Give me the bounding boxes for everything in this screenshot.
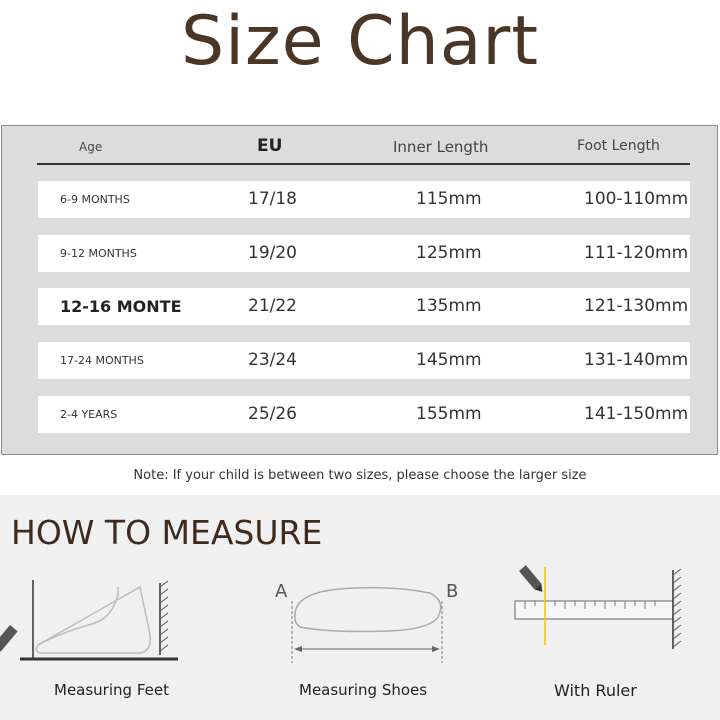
size-table — [1, 125, 718, 455]
measure-title: HOW TO MEASURE — [11, 513, 323, 552]
cell-eu: 19/20 — [248, 243, 297, 263]
page-title: Size Chart — [180, 2, 540, 81]
header-foot-length: Foot Length — [577, 138, 660, 154]
table-row — [38, 396, 690, 433]
table-row — [38, 288, 690, 325]
measuring-shoes-illustration — [270, 575, 470, 670]
cell-eu: 25/26 — [248, 404, 297, 424]
cell-inner-length: 155mm — [416, 404, 482, 424]
cell-age: 17-24 MONTHS — [60, 354, 144, 367]
header-inner-length: Inner Length — [393, 138, 489, 156]
table-row — [38, 342, 690, 379]
cell-foot-length: 121-130mm — [584, 296, 689, 316]
cell-age: 12-16 MONTE — [60, 297, 182, 316]
header-age: Age — [79, 140, 103, 154]
table-row — [38, 181, 690, 218]
cell-inner-length: 125mm — [416, 243, 482, 263]
label-a: A — [275, 581, 288, 602]
cell-eu: 17/18 — [248, 189, 297, 209]
caption-measuring-feet: Measuring Feet — [54, 681, 169, 699]
header-divider — [37, 163, 690, 165]
how-to-measure-section — [0, 495, 720, 720]
cell-inner-length: 135mm — [416, 296, 482, 316]
cell-inner-length: 145mm — [416, 350, 482, 370]
cell-eu: 21/22 — [248, 296, 297, 316]
cell-foot-length: 111-120mm — [584, 243, 689, 263]
table-row — [38, 235, 690, 272]
cell-foot-length: 100-110mm — [584, 189, 689, 209]
measuring-feet-illustration — [0, 575, 190, 665]
cell-age: 2-4 YEARS — [60, 408, 118, 421]
caption-with-ruler: With Ruler — [554, 681, 637, 700]
cell-foot-length: 131-140mm — [584, 350, 689, 370]
cell-foot-length: 141-150mm — [584, 404, 689, 424]
caption-measuring-shoes: Measuring Shoes — [299, 681, 428, 699]
ruler-illustration — [505, 565, 695, 655]
cell-inner-length: 115mm — [416, 189, 482, 209]
header-eu: EU — [257, 136, 283, 156]
cell-age: 6-9 MONTHS — [60, 193, 130, 206]
label-b: B — [446, 581, 459, 602]
cell-eu: 23/24 — [248, 350, 297, 370]
size-note: Note: If your child is between two sizes, please choose the larger size — [133, 468, 587, 483]
cell-age: 9-12 MONTHS — [60, 247, 137, 260]
